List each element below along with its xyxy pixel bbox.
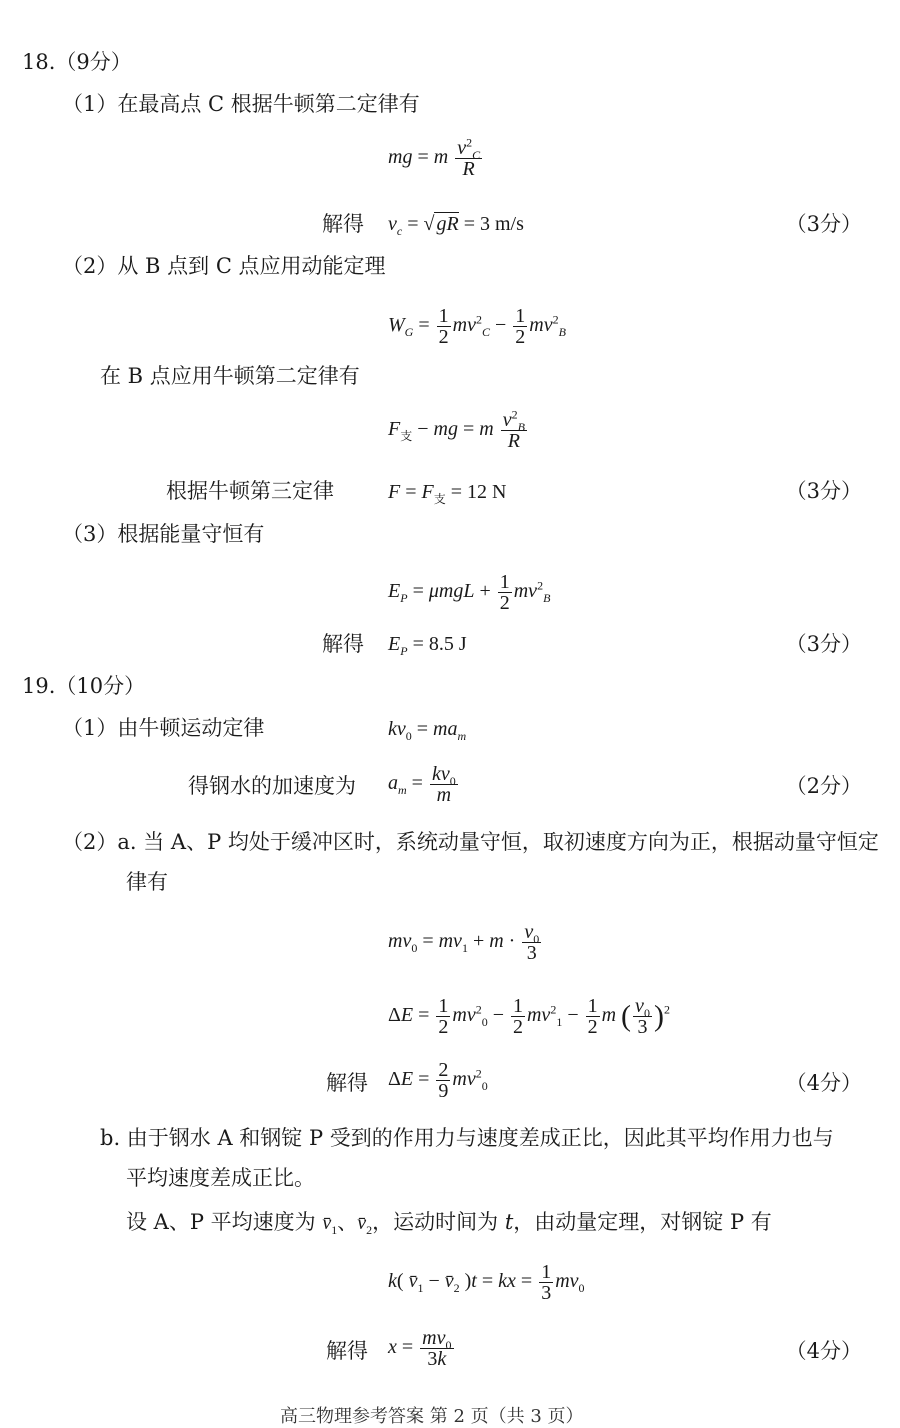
q18-part1-score: （3分） <box>785 212 862 236</box>
q19-part1-intro: （1）由牛顿运动定律 <box>62 716 265 740</box>
q18-third-law-label: 根据牛顿第三定律 <box>166 479 334 503</box>
q18-part1-intro: （1）在最高点 C 根据牛顿第二定律有 <box>62 92 420 116</box>
q18-eq-support: $F_支$ − mg = m $\frac{v^2_B}{R}$ <box>388 407 525 452</box>
q19-accel-label: 得钢水的加速度为 <box>188 774 356 798</box>
q19-eq-accel: $a_m$ = $\frac{kv_0}{m}$ <box>388 763 456 806</box>
q19-part2a-line2: 律有 <box>126 870 168 894</box>
q18-vc-result: = 3 m/s <box>463 213 524 235</box>
q18-force-result: = 12 N <box>450 481 507 503</box>
q19-header: 19.（10分） <box>22 674 146 698</box>
q18-part3-score: （3分） <box>785 632 862 656</box>
q18-part1-solve-label: 解得 <box>322 212 364 236</box>
q19-part1-score: （2分） <box>785 774 862 798</box>
q19-time-symbol: t <box>504 1210 514 1234</box>
q19-part2b-line2: 平均速度差成正比。 <box>126 1166 315 1190</box>
q18-ep-result: = 8.5 J <box>412 633 467 655</box>
q18-part2-b-intro: 在 B 点应用牛顿第二定律有 <box>100 364 360 388</box>
q19-eq-momentum: $mv_0 = mv_1 + m$ · $\frac{v_0}{3}$ <box>388 921 540 964</box>
q18-eq-vc: $v_c$ = √ gR = 3 m/s <box>388 213 524 238</box>
q19-part2b-line3 <box>126 1208 772 1236</box>
page-footer: 高三物理参考答案 第 2 页（共 3 页） <box>280 1406 584 1427</box>
q19-eq-delta-e: ΔE = $\frac{1}{2}$ $mv^2_0$ − $\frac{1}{2}$ $mv^2_1$ − $\frac{1}{2}$ m ( $\frac{v_0}{3}$ )$^2$ <box>388 995 670 1038</box>
q19-part2b-line3a: 设 A、P 平均速度为 <box>126 1210 316 1234</box>
q19-part2a-line1: （2）a. 当 A、P 均处于缓冲区时，系统动量守恒，取初速度方向为正，根据动量守恒定 <box>62 830 879 854</box>
q18-part2-score: （3分） <box>785 479 862 503</box>
q19-eq-x-result: x = $\frac{mv_0}{3k}$ <box>388 1327 452 1370</box>
q18-eq-ep-result: $E_P = 8.5$ J <box>388 633 467 658</box>
q19-part2b-line1: b. 由于钢水 A 和钢锭 P 受到的作用力与速度差成正比，因此其平均作用力也与 <box>100 1126 834 1150</box>
q18-part3-intro: （3）根据能量守恒有 <box>62 522 265 546</box>
q18-part2-intro: （2）从 B 点到 C 点应用动能定理 <box>62 254 386 278</box>
q19-eq-impulse: k( $v̄_1$ − $v̄_2$ )t = kx = $\frac{1}{3}$ $mv_0$ <box>388 1261 585 1304</box>
q19-part2b-score: （4分） <box>785 1339 862 1363</box>
q18-eq-energy: $E_P = \mu mgL$ + $\frac{1}{2}$ $mv^2_B$ <box>388 571 551 614</box>
q18-eq-force: $F = F_支 = 12$ N <box>388 481 507 506</box>
q19-avg-velocities: $v̄_1$、$v̄_2$ <box>322 1212 373 1237</box>
q19-part2b-solve-label: 解得 <box>326 1339 368 1363</box>
q19-eq-delta-e-result: ΔE = $\frac{2}{9}$ $mv^2_0$ <box>388 1059 488 1102</box>
q18-part3-solve-label: 解得 <box>322 632 364 656</box>
q18-eq-mg: mg = m $\frac{v^2_C}{R}$ <box>388 135 481 180</box>
q19-eq-newton: $kv_0 = ma_m$ <box>388 718 467 743</box>
q19-part2b-line3b: ，运动时间为 <box>372 1210 499 1234</box>
q19-part2a-score: （4分） <box>785 1071 862 1095</box>
q19-part2b-line3c: ，由动量定理，对钢锭 P 有 <box>513 1210 772 1234</box>
q19-part2a-solve-label: 解得 <box>326 1071 368 1095</box>
q18-eq-work: $W_G$ = $\frac{1}{2}$ $mv^2_C$ − $\frac{1}{2}$ $mv^2_B$ <box>388 305 566 348</box>
q18-header: 18.（9分） <box>22 50 132 74</box>
